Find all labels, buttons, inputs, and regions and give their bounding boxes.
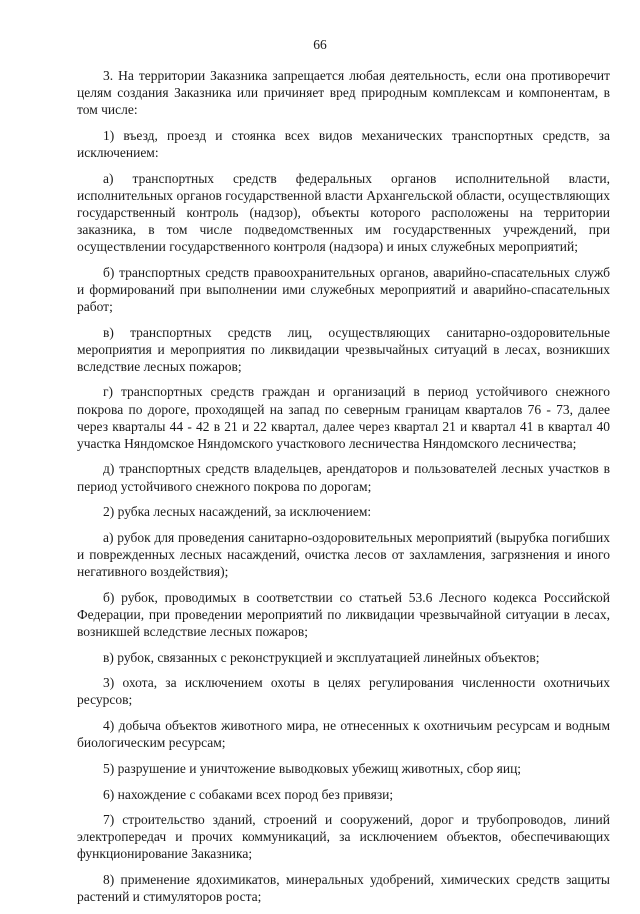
paragraph-subitem-7: 7) строительство зданий, строений и сооружений, дорог и трубопроводов, линий электропередач и прочих коммуникаций, за исключением объектов, обеспечивающих функционирование Заказника; bbox=[77, 812, 610, 862]
paragraph-subitem-1v: в) транспортных средств лиц, осуществляющих санитарно-оздоровительные мероприятия и мероприятия по ликвидации чрезвычайных ситуаций в лесах, возникших вследствие лесных пожаров; bbox=[77, 324, 610, 374]
paragraph-item-3: 3. На территории Заказника запрещается любая деятельность, если она противоречит целям создания Заказника или причиняет вред природным комплексам и компонентам, в том числе: bbox=[77, 68, 610, 118]
paragraph-subitem-1: 1) въезд, проезд и стоянка всех видов механических транспортных средств, за исключением: bbox=[77, 127, 610, 160]
paragraph-subitem-1b: б) транспортных средств правоохранительных органов, аварийно-спасательных служб и формирований при выполнении ими служебных мероприятий и аварийно-спасательных работ; bbox=[77, 264, 610, 314]
paragraph-subitem-4: 4) добыча объектов животного мира, не отнесенных к охотничьим ресурсам и водным биологическим ресурсам; bbox=[77, 718, 610, 751]
paragraph-subitem-5: 5) разрушение и уничтожение выводковых убежищ животных, сбор яиц; bbox=[103, 760, 522, 776]
paragraph-subitem-3: 3) охота, за исключением охоты в целях регулирования численности охотничьих ресурсов; bbox=[77, 675, 610, 708]
paragraph-subitem-1d: д) транспортных средств владельцев, арендаторов и пользователей лесных участков в период устойчивого снежного покрова по дорогам; bbox=[77, 461, 610, 494]
paragraph-subitem-2: 2) рубка лесных насаждений, за исключением: bbox=[103, 504, 372, 520]
paragraph-subitem-2v: в) рубок, связанных с реконструкцией и эксплуатацией линейных объектов; bbox=[103, 649, 540, 665]
paragraph-subitem-2a: а) рубок для проведения санитарно-оздоровительных мероприятий (вырубка погибших и поврежденных лесных насаждений, очистка лесов от захламления, загрязнения и иного негативного воздействия); bbox=[77, 529, 610, 580]
paragraph-subitem-8: 8) применение ядохимикатов, минеральных удобрений, химических средств защиты растений и стимуляторов роста; bbox=[77, 872, 610, 905]
page-number: 66 bbox=[313, 37, 327, 52]
paragraph-subitem-1g: г) транспортных средств граждан и организаций в период устойчивого снежного покрова по дороге, проходящей на запад по северным границам кварталов 76 - 73, далее через кварталы 44 - 42 в 21 и 22 квартал, далее через квартал 21 и квартал 41 в квартал 40 участка Няндомское Няндомского участкового лесничества Няндомского лесничества; bbox=[77, 384, 610, 451]
paragraph-subitem-2b: б) рубок, проводимых в соответствии со статьей 53.6 Лесного кодекса Российской Федерации, при проведении мероприятий по ликвидации чрезвычайной ситуации в лесах, возникшей вследствие лесных пожаров; bbox=[77, 589, 610, 639]
paragraph-subitem-1a: а) транспортных средств федеральных органов исполнительной власти, исполнительных органов государственной власти Архангельской области, осуществляющих государственный контроль (надзор), объекты которого расположены на территории заказника, в том числе подведомственных им государственных учреждений, при осуществлении государственного контроля (надзора) и иных служебных мероприятий; bbox=[77, 170, 610, 255]
paragraph-subitem-6: 6) нахождение с собаками всех пород без привязи; bbox=[103, 786, 394, 802]
document-body bbox=[77, 67, 610, 914]
